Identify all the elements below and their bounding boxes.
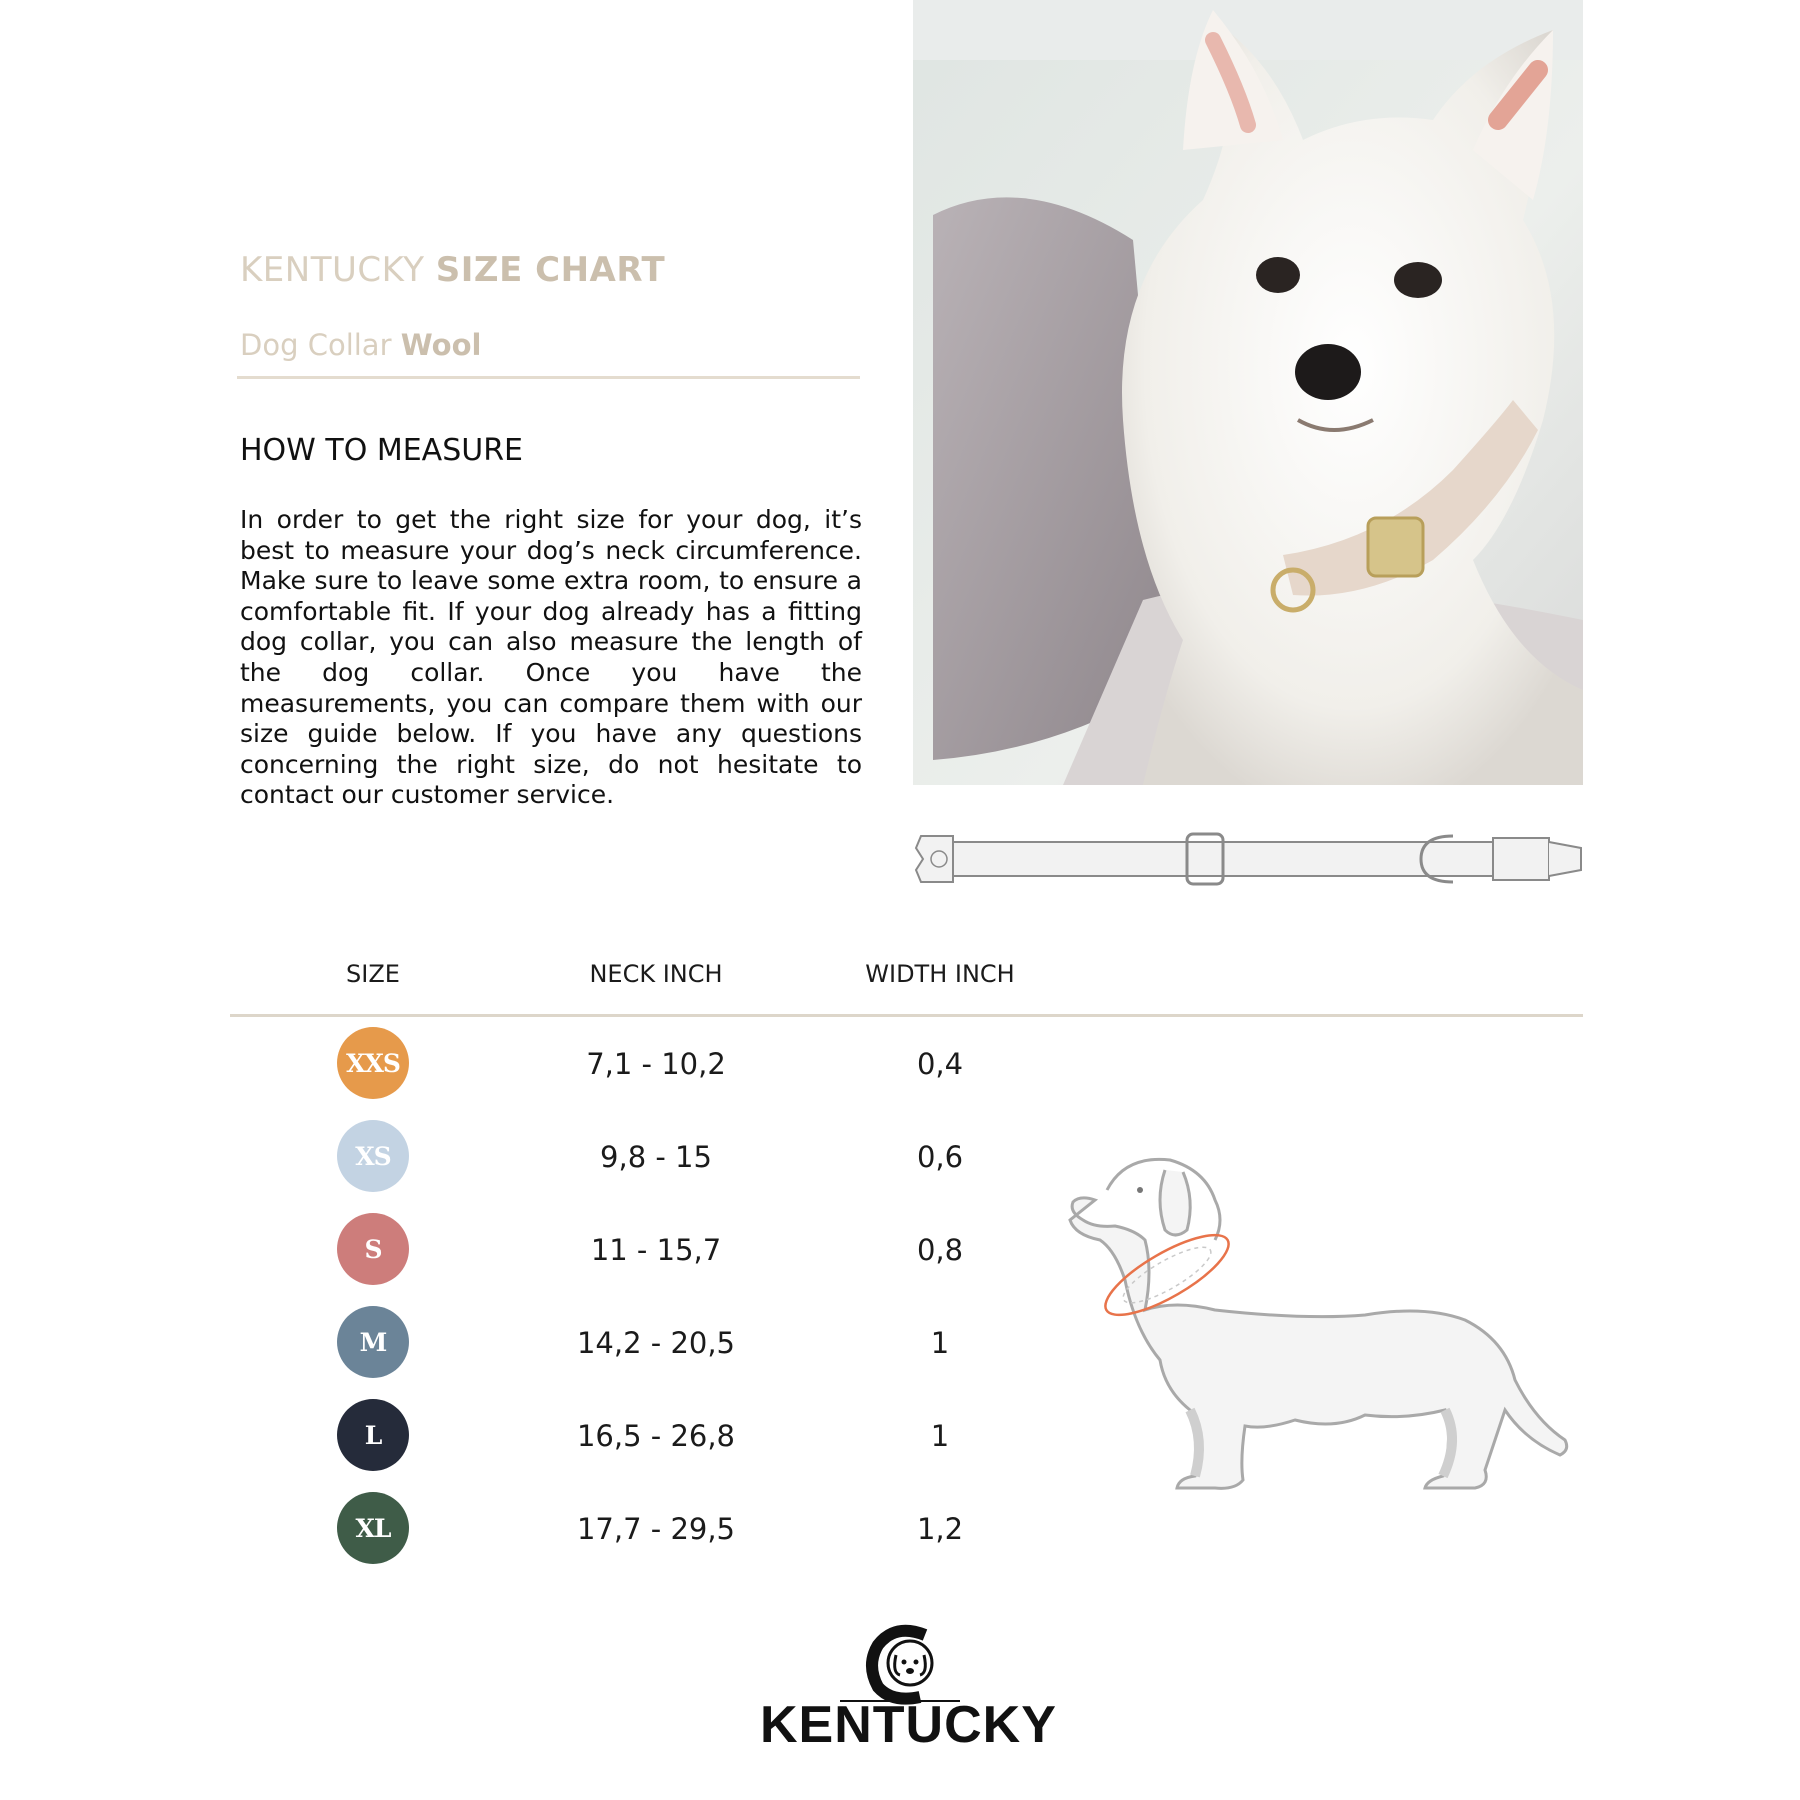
size-badge: L — [337, 1399, 409, 1471]
width-value: 1 — [930, 1326, 950, 1360]
size-badge: M — [337, 1306, 409, 1378]
table-divider — [230, 1014, 1583, 1017]
subtitle-bold: Wool — [400, 328, 482, 362]
kentucky-logo-text: KENTUCKY — [760, 1696, 1057, 1754]
width-value: 0,6 — [916, 1140, 964, 1174]
column-header-neck: NECK INCH — [589, 960, 723, 988]
width-value: 0,8 — [916, 1233, 964, 1267]
subtitle-light: Dog Collar — [240, 328, 392, 362]
how-to-measure-heading: HOW TO MEASURE — [240, 433, 524, 468]
collar-diagram — [913, 830, 1585, 888]
column-header-size: SIZE — [346, 960, 400, 988]
size-badge: XXS — [337, 1027, 409, 1099]
page-title — [240, 250, 665, 290]
dog-measure-illustration — [1065, 1140, 1585, 1500]
neck-value: 16,5 - 26,8 — [576, 1419, 736, 1453]
size-badge: XL — [337, 1492, 409, 1564]
width-value: 1,2 — [916, 1512, 964, 1546]
table-row — [0, 1027, 1100, 1107]
width-value: 1 — [930, 1419, 950, 1453]
width-value: 0,4 — [916, 1047, 964, 1081]
title-divider — [237, 376, 860, 379]
table-row — [0, 1492, 1100, 1572]
neck-value: 7,1 - 10,2 — [586, 1047, 726, 1081]
size-badge: S — [337, 1213, 409, 1285]
table-row — [0, 1120, 1100, 1200]
dog-photo — [913, 0, 1583, 785]
neck-value: 14,2 - 20,5 — [576, 1326, 736, 1360]
column-header-width: WIDTH INCH — [865, 960, 1015, 988]
how-to-measure-text: In order to get the right size for your dog, it’s best to measure your dog’s neck circumference. Make sure to leave some extra room, to ensure a comfortable fit. If your dog already has a fitting dog collar, you can also measure the length of the dog collar. Once you have the measurements, you can compare them with our size guide below. If you have any questions concerning the right size, do not hesitate to contact our customer service. — [240, 505, 862, 810]
neck-value: 11 - 15,7 — [590, 1233, 722, 1267]
table-row — [0, 1399, 1100, 1479]
title-light: KENTUCKY — [240, 250, 425, 290]
product-name — [240, 328, 481, 362]
neck-value: 9,8 - 15 — [600, 1140, 712, 1174]
neck-value: 17,7 - 29,5 — [576, 1512, 736, 1546]
size-badge: XS — [337, 1120, 409, 1192]
title-bold: SIZE CHART — [435, 250, 666, 290]
table-row — [0, 1213, 1100, 1293]
table-row — [0, 1306, 1100, 1386]
